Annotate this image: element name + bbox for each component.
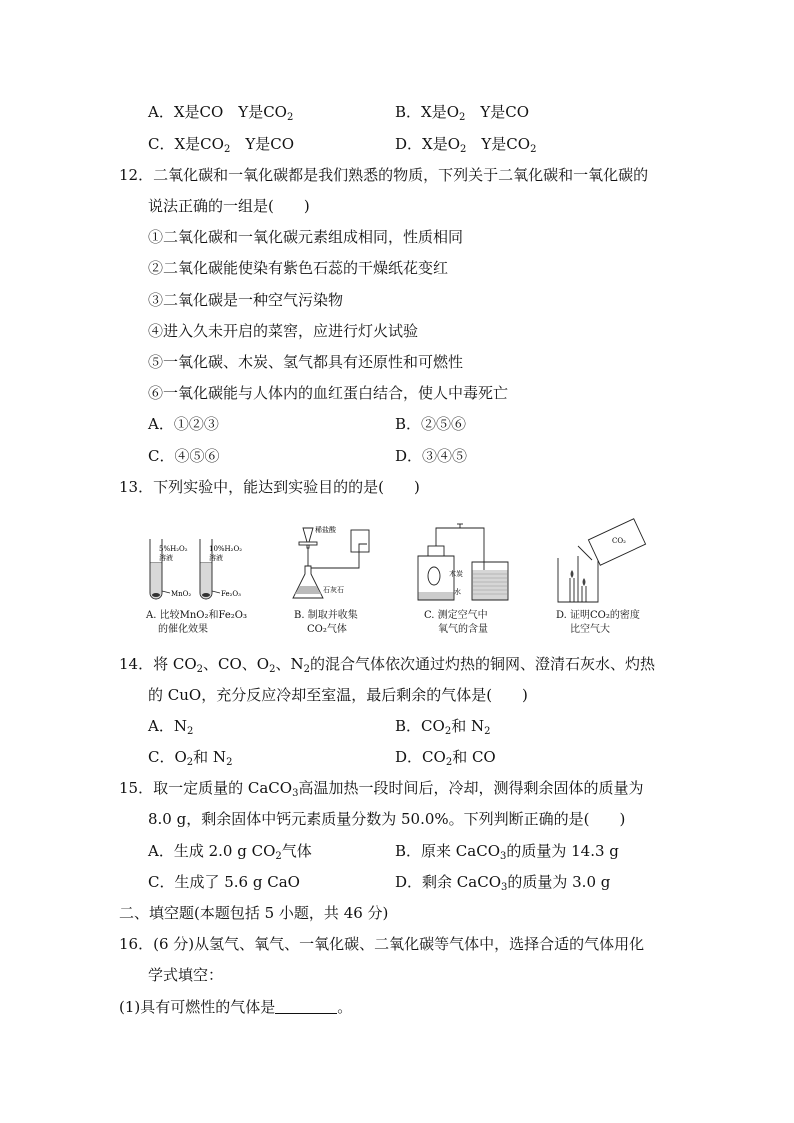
q12-item-1: ①二氧化碳和一氧化碳元素组成相同，性质相同: [148, 228, 464, 246]
fig-a-tube2-conc: 10%H₂O₂: [209, 545, 243, 553]
fig-b-acid-label: 稀盐酸: [315, 526, 336, 534]
fig-a-tube1-solution: 溶液: [159, 554, 173, 562]
q12-item-2: ②二氧化碳能使染有紫色石蕊的干燥纸花变红: [148, 259, 449, 277]
q12-option-d: D．③④⑤: [395, 447, 468, 465]
section-2-heading: 二、填空题(本题包括 5 小题，共 46 分): [119, 904, 389, 922]
q11-option-a: A．X是CO Y是$CO_2$: [148, 103, 294, 123]
fig-c-water-label: 水: [454, 588, 461, 596]
q15-option-b: B．原来 CaCO$_3$的质量为 14.3 g: [395, 842, 619, 862]
q12-item-6: ⑥一氧化碳能与人体内的血红蛋白结合，使人中毒死亡: [148, 384, 509, 402]
q12-option-c: C．④⑤⑥: [148, 447, 220, 465]
q15-stem-line1: 15．取一定质量的 CaCO$_3$高温加热一段时间后，冷却，测得剩余固体的质量为: [119, 779, 644, 799]
q12-item-4: ④进入久未开启的菜窖，应进行灯火试验: [148, 322, 419, 340]
fig-b-caption-1: B. 制取并收集: [294, 610, 358, 621]
q15-option-c: C．生成了 5.6 g CaO: [148, 873, 300, 891]
figure-b-flask-apparatus: [285, 520, 385, 610]
fig-a-tube2-solution: 溶液: [209, 554, 223, 562]
fig-d-gas-label: CO₂: [612, 537, 626, 545]
q15-option-a: A．生成 2.0 g $CO_2$气体: [148, 842, 312, 862]
q12-item-3: ③二氧化碳是一种空气污染物: [148, 291, 344, 309]
fig-c-caption-2: 氧气的含量: [438, 624, 488, 635]
q11-option-b: B．X是$O_2$ Y是CO: [395, 103, 530, 123]
figure-c-oxygen-apparatus: [410, 522, 520, 607]
fig-a-caption-1: A. 比较MnO₂和Fe₂O₃: [146, 610, 247, 621]
q15-stem-line2: 8.0 g，剩余固体中钙元素质量分数为 50.0%。下列判断正确的是( ): [148, 810, 626, 828]
q14-option-b: B．$CO_2$和 $N_2$: [395, 717, 491, 737]
q14-option-d: D．$CO_2$和 CO: [395, 748, 496, 768]
q16-stem-line2: 学式填空：: [148, 966, 224, 984]
q12-stem-line1: 12．二氧化碳和一氧化碳都是我们熟悉的物质，下列关于二氧化碳和一氧化碳的: [119, 166, 649, 184]
fig-b-caption-2: CO₂气体: [307, 624, 347, 635]
figure-a-test-tubes: [138, 535, 268, 610]
fig-c-caption-1: C. 测定空气中: [424, 610, 488, 621]
answer-blank[interactable]: [275, 999, 337, 1014]
q14-stem-line2: 的 CuO，充分反应冷却至室温，最后剩余的气体是( ): [148, 686, 528, 704]
fig-d-caption-1: D. 证明CO₂的密度: [556, 610, 640, 621]
q11-option-c: C．X是$CO_2$ Y是CO: [148, 135, 294, 155]
q16-sub1: (1)具有可燃性的气体是 。: [119, 998, 353, 1016]
q13-stem: 13．下列实验中，能达到实验目的的是( ): [119, 478, 420, 496]
q14-stem-line1: 14．将 $CO_2$、CO、$O_2$、$N_2$的混合气体依次通过灼热的铜网、澄清石灰水、灼热: [119, 655, 655, 675]
q12-option-a: A．①②③: [148, 415, 219, 433]
q16-stem-line1: 16．(6 分)从氢气、氧气、一氧化碳、二氧化碳等气体中，选择合适的气体用化: [119, 935, 645, 953]
q11-option-d: D．X是$O_2$ Y是$CO_2$: [395, 135, 537, 155]
fig-c-charcoal-label: 木炭: [449, 570, 463, 578]
fig-d-caption-2: 比空气大: [570, 624, 610, 635]
fig-b-stone-label: 石灰石: [323, 586, 344, 594]
q12-option-b: B．②⑤⑥: [395, 415, 467, 433]
q15-option-d: D．剩余 CaCO$_3$的质量为 3.0 g: [395, 873, 611, 893]
figure-d-candle-apparatus: [548, 516, 658, 608]
q12-item-5: ⑤一氧化碳、木炭、氢气都具有还原性和可燃性: [148, 353, 464, 371]
fig-a-tube1-catalyst: MnO₂: [171, 590, 192, 598]
q12-stem-line2: 说法正确的一组是( ): [148, 197, 310, 215]
fig-a-tube1-conc: 5%H₂O₂: [159, 545, 188, 553]
q14-option-a: A．$N_2$: [148, 717, 194, 737]
fig-a-caption-2: 的催化效果: [158, 624, 208, 635]
fig-a-tube2-catalyst: Fe₂O₃: [221, 590, 241, 598]
q14-option-c: C．$O_2$和 $N_2$: [148, 748, 233, 768]
